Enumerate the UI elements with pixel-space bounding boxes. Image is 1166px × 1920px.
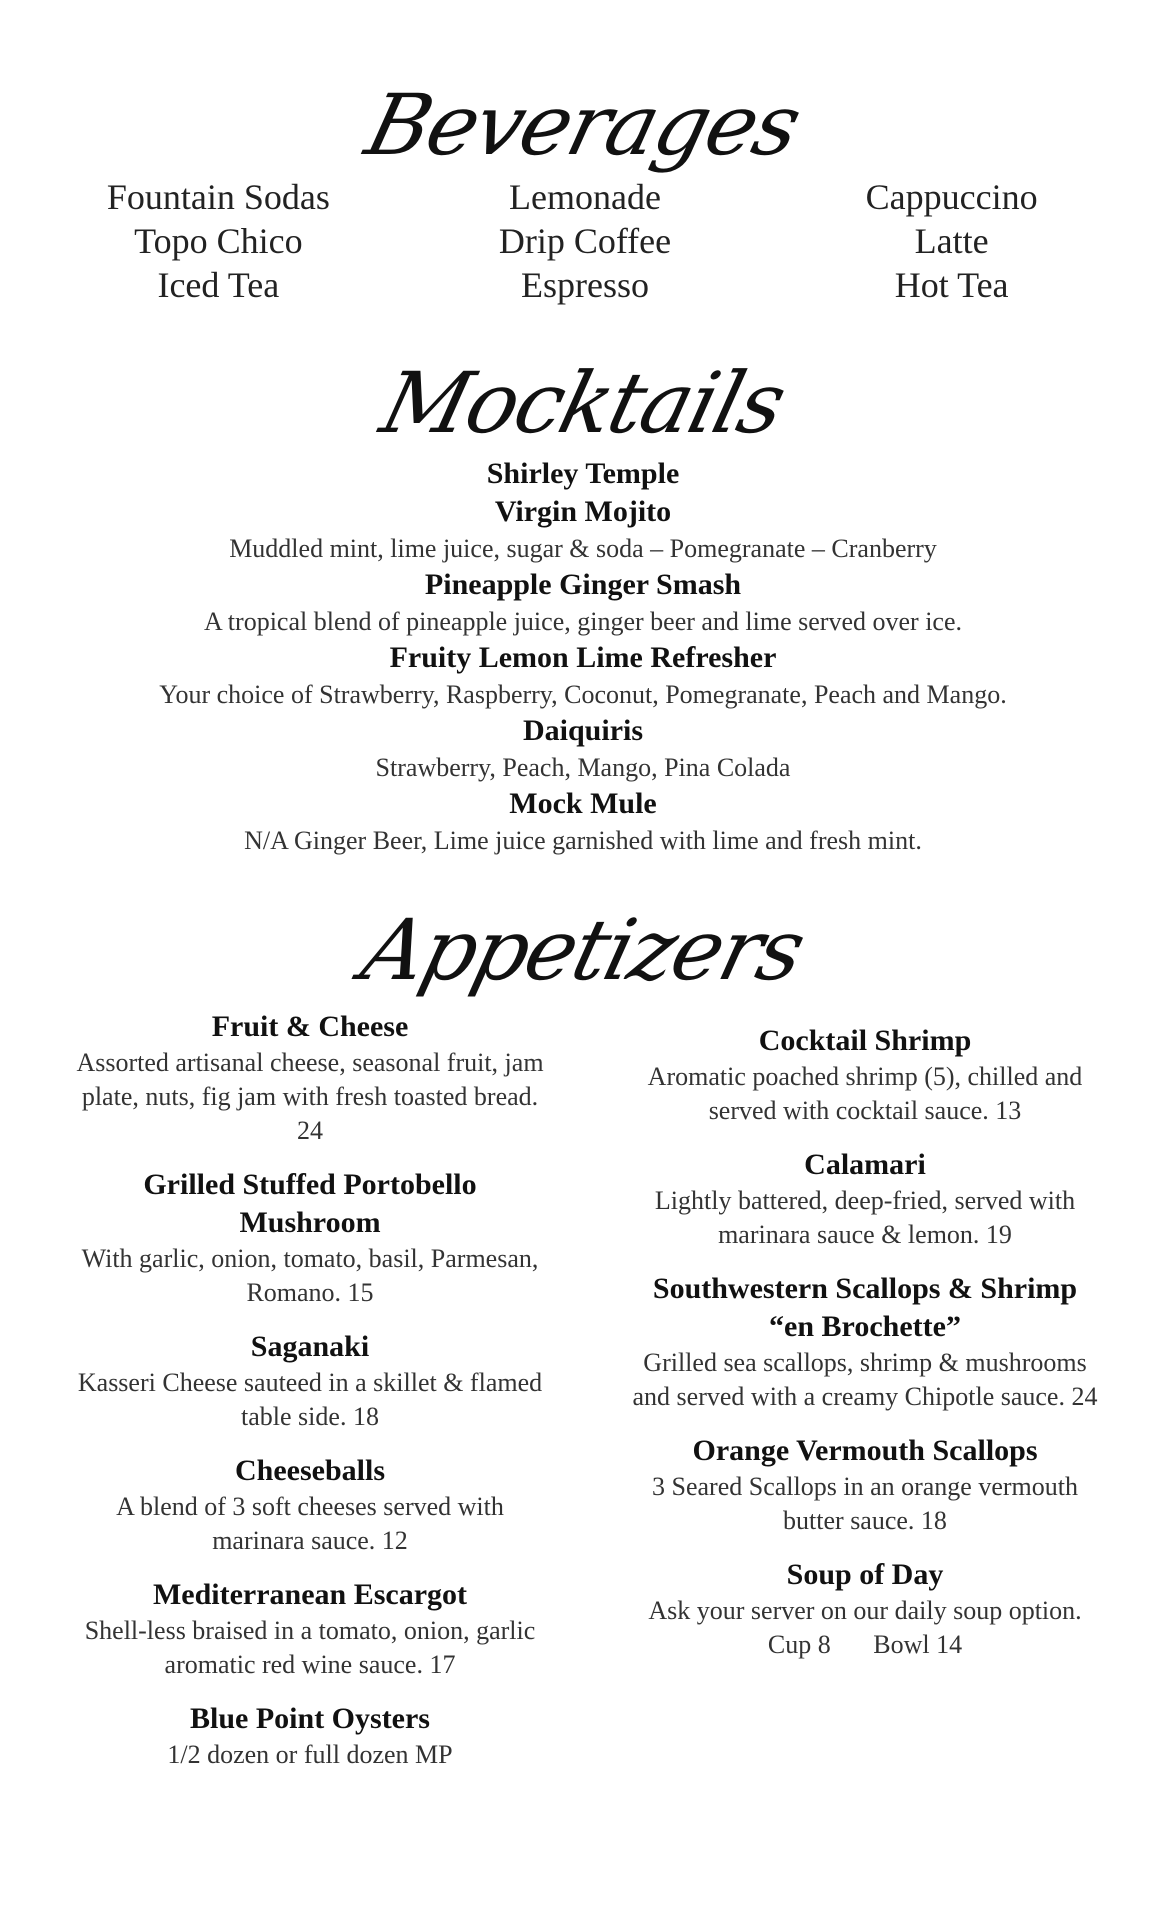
appetizer-description: Aromatic poached shrimp (5), chilled and served with cocktail sauce. 13 xyxy=(647,1062,1083,1125)
appetizer-name: Soup of Day xyxy=(786,1558,944,1591)
appetizer-name: Cheeseballs xyxy=(235,1454,385,1487)
soup-cup-price: Cup 8 xyxy=(767,1630,831,1659)
appetizer-description: 1/2 dozen or full dozen MP xyxy=(167,1740,453,1769)
mocktail-description: N/A Ginger Beer, Lime juice garnished with lime and fresh mint. xyxy=(244,826,922,855)
beverage-item: Espresso xyxy=(520,265,649,305)
appetizer-description: 3 Seared Scallops in an orange vermouth butter sauce. 18 xyxy=(652,1472,1078,1535)
appetizer-description: With garlic, onion, tomato, basil, Parmesan, Romano. 15 xyxy=(81,1244,539,1307)
beverages-column xyxy=(402,175,769,307)
beverages-heading: Beverages xyxy=(357,76,809,174)
appetizer-item xyxy=(630,1022,1100,1128)
appetizers-heading: Appetizers xyxy=(352,901,814,999)
appetizer-item xyxy=(630,1270,1100,1414)
soup-sizes xyxy=(630,1628,1100,1662)
appetizer-item xyxy=(630,1556,1100,1662)
appetizer-item xyxy=(630,1146,1100,1252)
appetizer-description: Shell-less braised in a tomato, onion, garlic aromatic red wine sauce. 17 xyxy=(84,1616,536,1679)
mocktail-name: Pineapple Ginger Smash xyxy=(424,568,742,601)
mocktail-name: Shirley Temple xyxy=(486,457,680,490)
appetizer-description: Kasseri Cheese sauteed in a skillet & flamed table side. 18 xyxy=(77,1368,543,1431)
appetizer-item xyxy=(70,1166,550,1310)
mocktail-description: Muddled mint, lime juice, sugar & soda – Pomegranate – Cranberry xyxy=(229,534,937,563)
appetizer-name: Fruit & Cheese xyxy=(211,1010,409,1043)
mocktails-heading: Mocktails xyxy=(372,354,794,452)
soup-bowl-price: Bowl 14 xyxy=(873,1630,963,1659)
mocktail-description: Your choice of Strawberry, Raspberry, Coconut, Pomegranate, Peach and Mango. xyxy=(159,680,1007,709)
beverage-item: Hot Tea xyxy=(894,265,1009,305)
appetizer-item xyxy=(70,1700,550,1772)
appetizer-name: Blue Point Oysters xyxy=(190,1702,430,1735)
mocktail-description: A tropical blend of pineapple juice, ginger beer and lime served over ice. xyxy=(203,607,963,636)
appetizer-name: Saganaki xyxy=(250,1330,370,1363)
appetizer-description: Grilled sea scallops, shrimp & mushrooms and served with a creamy Chipotle sauce. 24 xyxy=(632,1348,1098,1411)
beverage-item: Topo Chico xyxy=(134,221,303,261)
beverages-list xyxy=(35,175,1135,307)
beverage-item: Cappuccino xyxy=(865,177,1038,217)
appetizer-name: Grilled Stuffed Portobello Mushroom xyxy=(143,1168,477,1239)
appetizer-item xyxy=(630,1432,1100,1538)
beverages-column xyxy=(35,175,402,307)
mocktail-description: Strawberry, Peach, Mango, Pina Colada xyxy=(375,753,791,782)
beverage-item: Drip Coffee xyxy=(498,221,672,261)
mocktail-name: Fruity Lemon Lime Refresher xyxy=(389,641,777,674)
beverage-item: Iced Tea xyxy=(157,265,280,305)
appetizer-description: Lightly battered, deep-fried, served with marinara sauce & lemon. 19 xyxy=(654,1186,1076,1249)
appetizers-left-column xyxy=(70,1008,550,1790)
appetizer-item xyxy=(70,1008,550,1148)
mocktail-name: Mock Mule xyxy=(509,787,657,820)
appetizer-item xyxy=(70,1452,550,1558)
appetizer-item xyxy=(70,1576,550,1682)
beverage-item: Lemonade xyxy=(509,177,661,217)
appetizer-item xyxy=(70,1328,550,1434)
appetizers-right-column xyxy=(630,1022,1100,1680)
appetizer-description: Ask your server on our daily soup option. xyxy=(648,1596,1082,1625)
appetizer-description: A blend of 3 soft cheeses served with marinara sauce. 12 xyxy=(116,1492,504,1555)
mocktails-list xyxy=(0,455,1166,858)
appetizer-name: Calamari xyxy=(804,1148,926,1181)
beverages-column xyxy=(768,175,1135,307)
mocktail-name: Virgin Mojito xyxy=(494,495,672,528)
appetizer-name: Southwestern Scallops & Shrimp “en Brochette” xyxy=(652,1272,1078,1343)
appetizer-name: Cocktail Shrimp xyxy=(758,1024,972,1057)
appetizer-description: Assorted artisanal cheese, seasonal fruit, jam plate, nuts, fig jam with fresh toasted bread. 24 xyxy=(76,1048,544,1145)
mocktail-name: Daiquiris xyxy=(522,714,644,747)
appetizer-name: Mediterranean Escargot xyxy=(152,1578,468,1611)
beverage-item: Latte xyxy=(914,221,989,261)
beverage-item: Fountain Sodas xyxy=(106,177,330,217)
appetizer-name: Orange Vermouth Scallops xyxy=(692,1434,1038,1467)
